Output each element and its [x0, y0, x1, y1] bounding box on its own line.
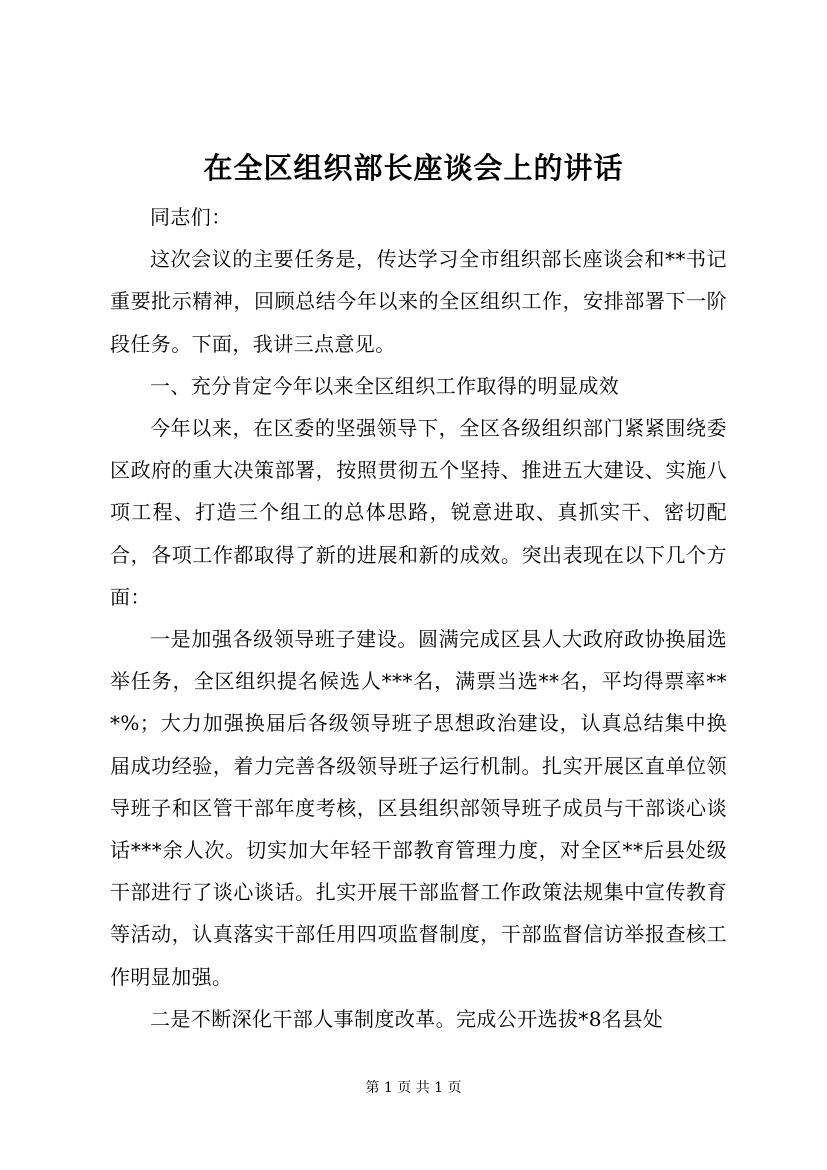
section-heading-1: 一、充分肯定今年以来全区组织工作取得的明显成效 [150, 373, 620, 398]
document-body [110, 196, 727, 1040]
paragraph-reform: 二是不断深化干部人事制度改革。完成公开选拔*8名县处 [150, 1006, 664, 1031]
paragraph-leadership: 一是加强各级领导班子建设。圆满完成区县人大政府政协换届选举任务，全区组织提名候选人***名，满票当选**名，平均得票率***%；大力加强换届后各级领导班子思想政治建设，认真总结集中换届成功经验，着力完善各级领导班子运行机制。扎实开展区直单位领导班子和区管干部年度考核，区县组织部领导班子成员与干部谈心谈话***余人次。切实加大年轻干部教育管理力度，对全区**后县处级干部进行了谈心谈话。扎实开展干部监督工作政策法规集中宣传教育等活动，认真落实干部任用四项监督制度，干部监督信访举报查核工作明显加强。 [110, 627, 727, 989]
paragraph-achievements: 今年以来，在区委的坚强领导下，全区各级组织部门紧紧围绕委区政府的重大决策部署，按照贯彻五个坚持、推进五大建设、实施八项工程、打造三个组工的总体思路，锐意进取、真抓实干、密切配合，各项工作都取得了新的进展和新的成效。突出表现在以下几个方面： [110, 416, 727, 609]
paragraph-intro: 这次会议的主要任务是，传达学习全市组织部长座谈会和**书记重要批示精神，回顾总结今年以来的全区组织工作，安排部署下一阶段任务。下面，我讲三点意见。 [110, 247, 727, 356]
paragraph-greeting: 同志们： [150, 205, 232, 229]
page-footer: 第 1 页 共 1 页 [365, 1080, 462, 1096]
document-title: 在全区组织部长座谈会上的讲话 [203, 151, 624, 185]
